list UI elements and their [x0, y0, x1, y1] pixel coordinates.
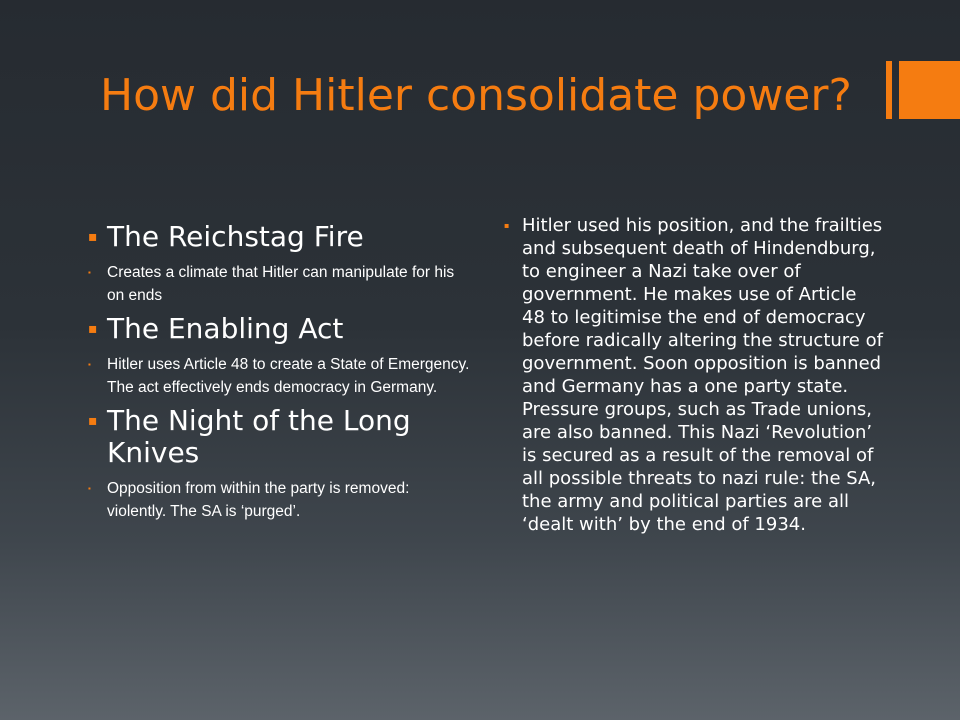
heading-text: The Reichstag Fire: [107, 220, 364, 253]
bullet-heading-night-of-long-knives: [86, 405, 471, 469]
bullet-paragraph-summary: [504, 214, 884, 536]
right-column: [504, 214, 884, 536]
bullet-square-icon: ▪: [88, 360, 91, 369]
bullet-detail-enabling-act: [86, 353, 471, 399]
bullet-detail-night-of-long-knives: [86, 477, 471, 523]
accent-bar-thick: [899, 61, 960, 119]
accent-bar-thin: [886, 61, 892, 119]
bullet-square-icon: ▪: [504, 221, 510, 230]
bullet-square-icon: ▪: [88, 321, 98, 337]
bullet-square-icon: ▪: [88, 413, 98, 429]
detail-text: Creates a climate that Hitler can manipulate for his on ends: [107, 264, 455, 304]
bullet-square-icon: ▪: [88, 268, 91, 277]
bullet-heading-reichstag-fire: [86, 221, 471, 253]
slide-title: How did Hitler consolidate power?: [100, 70, 852, 121]
bullet-heading-enabling-act: [86, 313, 471, 345]
heading-text: The Night of the Long Knives: [107, 404, 411, 469]
detail-text: Hitler uses Article 48 to create a State of Emergency. The act effectively ends democracy in Germany.: [107, 356, 470, 396]
heading-text: The Enabling Act: [107, 312, 344, 345]
left-column: [86, 215, 471, 529]
bullet-detail-reichstag-fire: [86, 261, 471, 307]
detail-text: Opposition from within the party is removed: violently. The SA is ‘purged’.: [107, 480, 410, 520]
bullet-square-icon: ▪: [88, 229, 98, 245]
paragraph-text: Hitler used his position, and the frailties and subsequent death of Hindendburg, to engineer a Nazi take over of government. He makes use of Article 48 to legitimise the end of democracy before radically altering the structure of government. Soon opposition is banned and Germany has a one party state. Pressure groups, such as Trade unions, are also banned. This Nazi ‘Revolution’ is secured as a result of the removal of all possible threats to nazi rule: the SA, the army and political parties are all ‘dealt with’ by the end of 1934.: [522, 215, 883, 535]
bullet-square-icon: ▪: [88, 484, 91, 493]
